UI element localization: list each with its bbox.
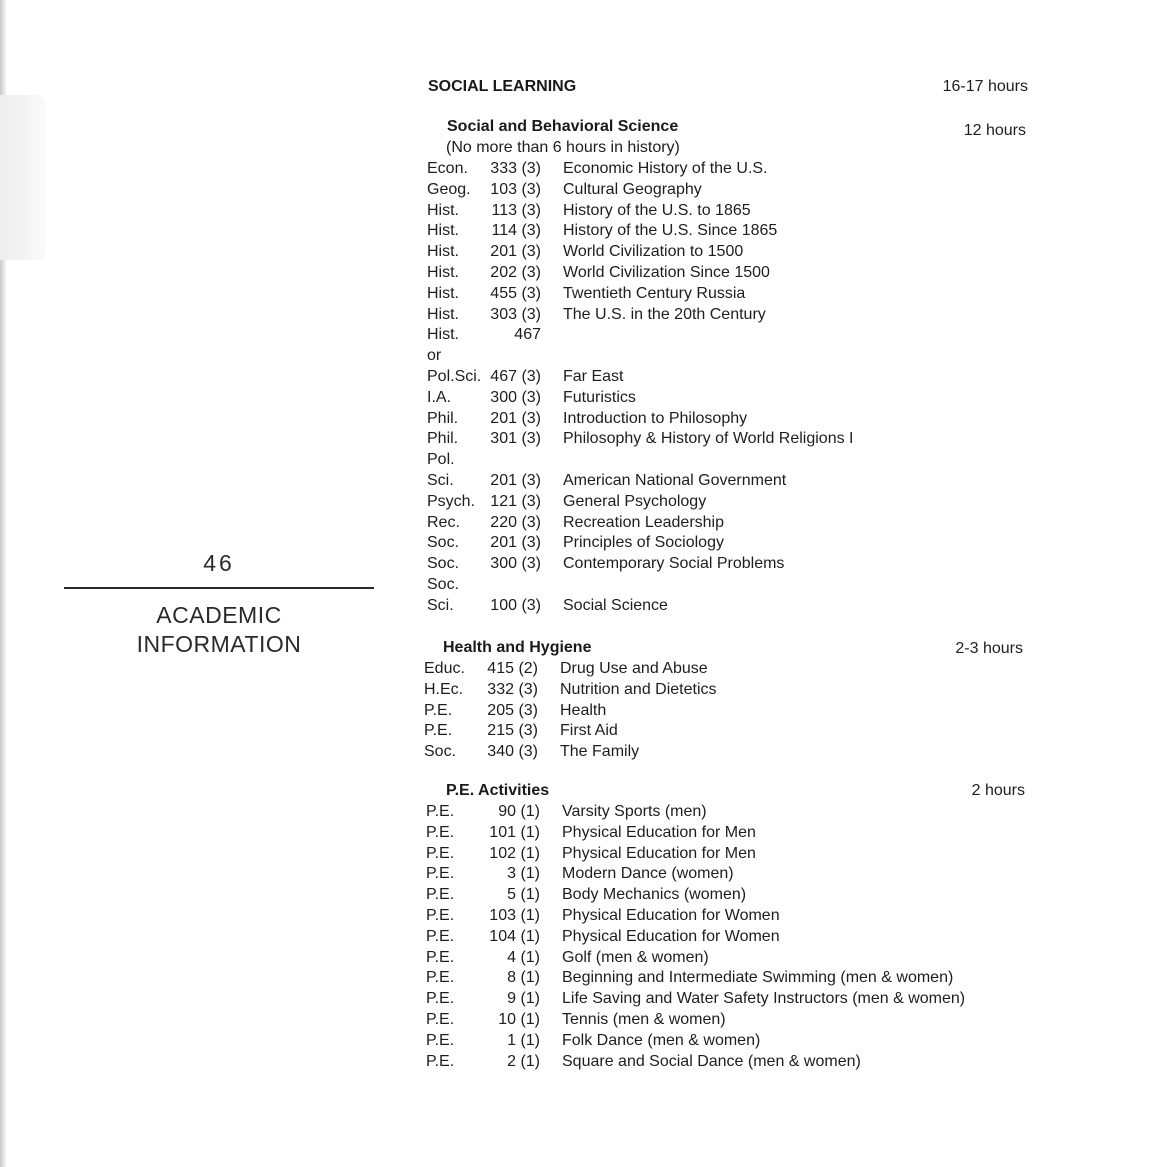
course-row — [427, 325, 987, 346]
course-row — [426, 1010, 1066, 1031]
course-title: The U.S. in the 20th Century — [563, 305, 766, 323]
course-number: 102 (1) — [489, 844, 540, 862]
course-title: First Aid — [560, 722, 618, 740]
course-dept: P.E. — [426, 1031, 455, 1049]
course-dept: P.E. — [426, 948, 455, 966]
course-row — [427, 388, 987, 409]
course-dept: Soc. — [424, 743, 457, 761]
section-name-line1: ACADEMIC — [156, 602, 282, 628]
course-number: 8 (1) — [507, 969, 540, 987]
course-title: Cultural Geography — [563, 180, 702, 198]
course-dept: Hist. — [427, 284, 459, 302]
group-title-health-hygiene: Health and Hygiene — [443, 639, 592, 656]
course-dept: P.E. — [424, 701, 453, 719]
course-number: 333 (3) — [490, 160, 541, 177]
course-title: Beginning and Intermediate Swimming (men & women) — [562, 969, 954, 987]
course-number: 455 (3) — [490, 284, 541, 302]
course-title: Physical Education for Women — [562, 906, 780, 924]
course-number: 114 (3) — [491, 222, 541, 240]
course-dept: Pol. — [427, 451, 455, 469]
course-number: 1 (1) — [507, 1031, 540, 1049]
course-row — [426, 885, 1066, 906]
course-title: Folk Dance (men & women) — [562, 1031, 761, 1049]
group-hours-health-hygiene: 2-3 hours — [955, 640, 1023, 657]
course-number: 9 (1) — [507, 990, 540, 1008]
course-dept: Psych. — [427, 492, 476, 510]
course-row — [427, 159, 987, 180]
course-row — [424, 721, 984, 742]
course-row — [427, 346, 987, 367]
course-row — [424, 680, 984, 701]
course-number: 2 (1) — [507, 1052, 540, 1070]
course-row — [427, 305, 987, 326]
course-number: 202 (3) — [490, 263, 541, 281]
course-dept: P.E. — [426, 927, 455, 945]
course-dept: Hist. — [427, 305, 459, 323]
course-title: Far East — [563, 367, 624, 385]
course-row — [426, 1052, 1066, 1073]
group-title-social-behavioral: Social and Behavioral Science — [447, 118, 679, 135]
group-hours-pe-activities: 2 hours — [971, 782, 1025, 799]
course-title: History of the U.S. Since 1865 — [563, 222, 778, 240]
course-row — [427, 513, 987, 534]
course-title: Physical Education for Women — [562, 927, 780, 945]
course-dept: P.E. — [426, 865, 455, 883]
course-number: 300 (3) — [490, 388, 541, 406]
course-number: 104 (1) — [489, 927, 540, 945]
course-dept: Hist. — [427, 222, 459, 240]
course-number: 5 (1) — [507, 886, 540, 904]
course-title: Physical Education for Men — [562, 844, 756, 862]
course-row — [427, 450, 987, 471]
course-dept: I.A. — [427, 388, 452, 406]
course-title: Economic History of the U.S. — [563, 160, 768, 177]
course-title: Varsity Sports (men) — [562, 803, 707, 820]
course-row — [427, 180, 987, 201]
course-number: 3 (1) — [507, 865, 540, 883]
course-row — [427, 471, 987, 492]
course-number: 215 (3) — [487, 722, 538, 740]
course-number: 415 (2) — [487, 660, 538, 677]
course-row — [424, 701, 984, 722]
course-dept: Rec. — [427, 513, 460, 531]
course-row — [426, 1031, 1066, 1052]
course-title: American National Government — [563, 471, 787, 489]
course-title: Futuristics — [563, 388, 636, 406]
course-dept: Soc. — [427, 575, 460, 593]
course-dept: Phil. — [427, 430, 459, 448]
course-dept: P.E. — [424, 722, 453, 740]
page-number: 46 — [203, 550, 235, 576]
course-row — [426, 906, 1066, 927]
course-dept: Econ. — [427, 160, 468, 177]
group-note-social-behavioral: (No more than 6 hours in history) — [446, 139, 680, 156]
course-number: 201 (3) — [490, 409, 541, 427]
course-title: Introduction to Philosophy — [563, 409, 748, 427]
course-number: 303 (3) — [490, 305, 541, 323]
course-row — [426, 844, 1066, 865]
course-number: 205 (3) — [487, 701, 538, 719]
course-number: 103 (1) — [489, 906, 540, 924]
course-title: Twentieth Century Russia — [563, 284, 746, 302]
course-row — [427, 596, 987, 617]
course-dept: Educ. — [424, 660, 465, 677]
course-dept: P.E. — [426, 1052, 455, 1070]
course-number: 201 (3) — [490, 534, 541, 552]
course-row — [427, 533, 987, 554]
course-row — [426, 864, 1066, 885]
course-row — [427, 429, 987, 450]
course-dept: Phil. — [427, 409, 459, 427]
course-row — [427, 221, 987, 242]
course-title: Life Saving and Water Safety Instructors (men & women) — [562, 990, 966, 1008]
course-number: 300 (3) — [490, 555, 541, 573]
course-dept: or — [427, 347, 442, 365]
course-number: 220 (3) — [490, 513, 541, 531]
course-number: 101 (1) — [489, 823, 540, 841]
course-number: 103 (3) — [490, 180, 541, 198]
course-title: Square and Social Dance (men & women) — [562, 1052, 861, 1070]
course-row — [424, 742, 984, 763]
course-title: Principles of Sociology — [563, 534, 724, 552]
course-dept: P.E. — [426, 906, 455, 924]
course-title: Modern Dance (women) — [562, 865, 734, 883]
course-title: Nutrition and Dietetics — [560, 680, 717, 698]
course-title: World Civilization Since 1500 — [563, 263, 770, 281]
course-number: 201 (3) — [490, 471, 541, 489]
course-row — [427, 409, 987, 430]
course-dept: H.Ec. — [424, 680, 464, 698]
course-dept: Sci. — [427, 471, 454, 489]
course-number: 340 (3) — [487, 743, 538, 761]
course-title: Physical Education for Men — [562, 823, 756, 841]
course-number: 467 (3) — [490, 367, 541, 385]
course-title: World Civilization to 1500 — [563, 243, 744, 261]
course-dept: P.E. — [426, 1010, 455, 1028]
course-row — [426, 948, 1066, 969]
course-number: 90 (1) — [498, 803, 540, 820]
course-title: Philosophy & History of World Religions I — [563, 430, 854, 448]
course-number: 467 — [514, 326, 541, 344]
course-number: 121 (3) — [490, 492, 541, 510]
course-title: Body Mechanics (women) — [562, 886, 747, 904]
page-heading-hours: 16-17 hours — [942, 78, 1028, 95]
course-row — [424, 659, 984, 680]
course-number: 113 (3) — [491, 201, 541, 219]
page-heading: SOCIAL LEARNING — [428, 78, 577, 95]
course-dept: Hist. — [427, 263, 459, 281]
course-dept: P.E. — [426, 823, 455, 841]
course-dept: Pol.Sci. — [427, 367, 482, 385]
course-number: 10 (1) — [498, 1010, 540, 1028]
course-row — [427, 263, 987, 284]
course-row — [426, 802, 1066, 823]
course-dept: P.E. — [426, 844, 455, 862]
course-number: 201 (3) — [490, 243, 541, 261]
course-row — [427, 201, 987, 222]
course-row — [426, 927, 1066, 948]
course-row — [427, 284, 987, 305]
course-title: Social Science — [563, 596, 668, 614]
course-dept: P.E. — [426, 990, 455, 1008]
course-dept: Sci. — [427, 596, 454, 614]
course-dept: Geog. — [427, 180, 471, 198]
course-dept: Hist. — [427, 243, 459, 261]
course-number: 301 (3) — [490, 430, 541, 448]
course-title: Health — [560, 701, 607, 719]
course-dept: P.E. — [426, 969, 455, 987]
course-dept: P.E. — [426, 886, 455, 904]
course-row — [427, 242, 987, 263]
course-title: The Family — [560, 743, 640, 761]
course-list-health-hygiene — [424, 659, 984, 763]
course-number: 332 (3) — [487, 680, 538, 698]
course-row — [427, 492, 987, 513]
course-row — [427, 575, 987, 596]
course-title: Tennis (men & women) — [562, 1010, 726, 1028]
course-dept: Hist. — [427, 326, 459, 344]
course-row — [426, 823, 1066, 844]
group-hours-social-behavioral: 12 hours — [963, 122, 1026, 139]
course-row — [426, 968, 1066, 989]
course-row — [427, 367, 987, 388]
group-title-pe-activities: P.E. Activities — [446, 782, 550, 799]
course-number: 4 (1) — [507, 948, 540, 966]
course-title: Golf (men & women) — [562, 948, 709, 966]
course-title: Contemporary Social Problems — [563, 555, 785, 573]
course-number: 100 (3) — [490, 596, 541, 614]
section-name-line2: INFORMATION — [136, 631, 302, 657]
course-title: Drug Use and Abuse — [560, 660, 708, 677]
side-section-block — [64, 550, 374, 659]
course-list-pe-activities — [426, 802, 1066, 1072]
course-dept: P.E. — [426, 803, 455, 820]
course-row — [426, 989, 1066, 1010]
course-title: General Psychology — [563, 492, 707, 510]
page-scan-shadow — [0, 95, 46, 260]
course-title: History of the U.S. to 1865 — [563, 201, 751, 219]
course-row — [427, 554, 987, 575]
course-title: Recreation Leadership — [563, 513, 724, 531]
course-list-social-behavioral — [427, 159, 987, 617]
side-divider — [64, 587, 374, 589]
course-dept: Hist. — [427, 201, 459, 219]
course-dept: Soc. — [427, 555, 460, 573]
course-dept: Soc. — [427, 534, 460, 552]
